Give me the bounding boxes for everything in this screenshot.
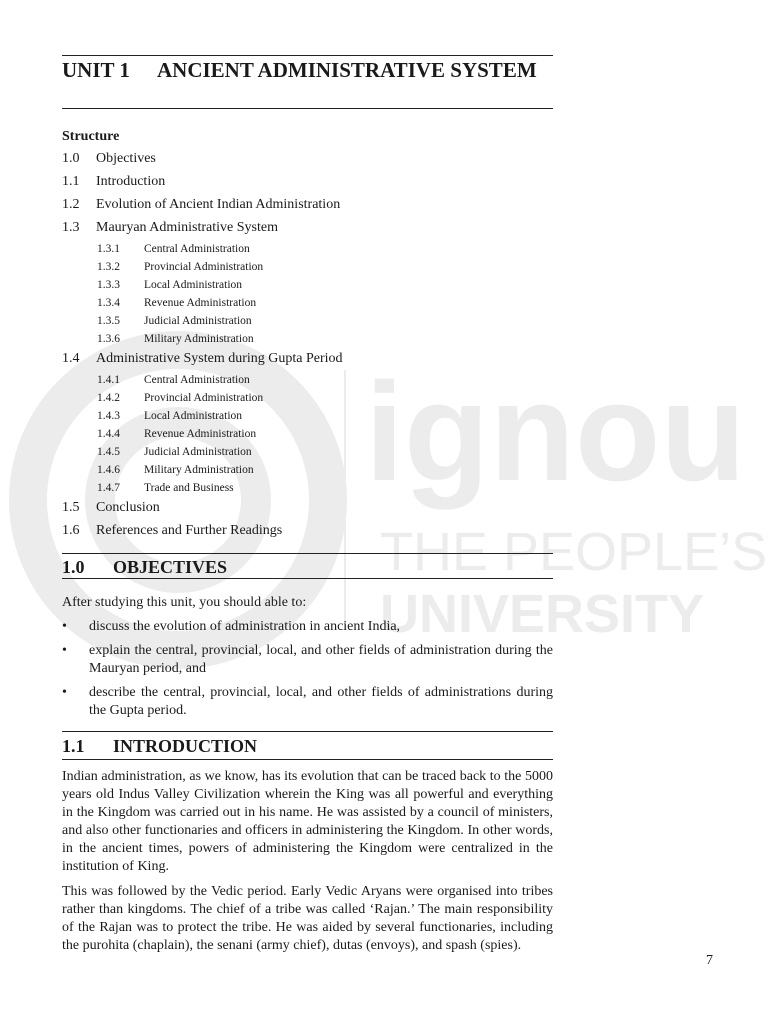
toc-item-label: Local Administration xyxy=(144,279,243,291)
title-bottom-rule xyxy=(62,108,553,109)
toc-item-number: 1.1 xyxy=(62,174,80,189)
toc-item-number: 1.4.7 xyxy=(97,482,120,494)
watermark-brand: ignou xyxy=(365,353,746,510)
watermark-line2: UNIVERSITY xyxy=(380,584,705,644)
toc-item-label: References and Further Readings xyxy=(96,523,283,538)
toc-item xyxy=(62,373,553,391)
toc-item-label: Evolution of Ancient Indian Administration xyxy=(96,197,341,212)
objectives-number: 1.0 xyxy=(62,557,85,577)
toc-item-number: 1.4.2 xyxy=(97,392,120,404)
objective-text: discuss the evolution of administration in ancient India, xyxy=(89,619,401,634)
introduction-title: INTRODUCTION xyxy=(113,736,258,756)
toc-item-number: 1.3.5 xyxy=(97,315,120,327)
introduction-paragraph-2: This was followed by the Vedic period. Early Vedic Aryans were organised into tribes rather than kingdoms. The chief of a tribe was called ‘Rajan.’ The main responsibility of the Rajan was to protect the tribe. He was aided by several functionaries, including the purohita (chaplain), the senani (army chief), dutas (envoys), and spash (spies). xyxy=(62,884,553,953)
toc-item-number: 1.3 xyxy=(62,220,80,235)
introduction-number: 1.1 xyxy=(62,736,85,756)
toc-item xyxy=(62,196,553,219)
toc-item-number: 1.4.3 xyxy=(97,410,120,422)
toc-item-number: 1.4.4 xyxy=(97,428,120,440)
toc-item-number: 1.3.6 xyxy=(97,333,120,345)
toc-item xyxy=(62,332,553,350)
objectives-title: OBJECTIVES xyxy=(113,557,228,577)
bullet-icon: • xyxy=(62,619,67,634)
objective-bullet xyxy=(62,642,553,678)
toc-item xyxy=(62,522,553,545)
toc-item xyxy=(62,499,553,522)
title-top-rule xyxy=(62,55,553,56)
toc-item-label: Local Administration xyxy=(144,410,243,422)
objectives-bottom-rule xyxy=(62,578,553,579)
toc-item-number: 1.3.3 xyxy=(97,279,120,291)
toc-item-label: Central Administration xyxy=(144,374,250,386)
toc-item-number: 1.6 xyxy=(62,523,80,538)
toc-item xyxy=(62,314,553,332)
bullet-icon: • xyxy=(62,685,67,700)
objective-bullet xyxy=(62,618,553,636)
toc-item-label: Judicial Administration xyxy=(144,315,252,327)
objective-text: explain the central, provincial, local, and other fields of administration during the Mauryan period, and xyxy=(89,643,553,676)
toc-item xyxy=(62,278,553,296)
page-number: 7 xyxy=(706,953,713,968)
unit-title-text: ANCIENT ADMINISTRATIVE SYSTEM xyxy=(157,58,537,82)
toc-item xyxy=(62,173,553,196)
toc-item-label: Military Administration xyxy=(144,333,254,345)
bullet-icon: • xyxy=(62,643,67,658)
toc-item-number: 1.2 xyxy=(62,197,80,212)
toc-item-number: 1.0 xyxy=(62,151,80,166)
objectives-intro: After studying this unit, you should able to: xyxy=(62,595,307,610)
toc-item-label: Central Administration xyxy=(144,243,250,255)
structure-heading: Structure xyxy=(62,129,120,144)
toc-item-number: 1.5 xyxy=(62,500,80,515)
intro-top-rule xyxy=(62,731,553,732)
unit-number: UNIT 1 xyxy=(62,58,130,82)
toc-item xyxy=(62,463,553,481)
toc-item-label: Introduction xyxy=(96,174,166,189)
toc-item-label: Objectives xyxy=(96,151,156,166)
toc-item-label: Revenue Administration xyxy=(144,297,257,309)
introduction-paragraph-1: Indian administration, as we know, has its evolution that can be traced back to the 5000 years old Indus Valley Civilization wherein the King was all powerful and everything in the Kingdom was carried out in his name. He was assisted by a council of ministers, and also other functionaries and officers in administering the Kingdom. In other words, in the ancient times, powers of administering the Kingdom were centralized in the institution of King. xyxy=(62,769,553,874)
toc-item-label: Conclusion xyxy=(96,500,160,515)
objective-bullet xyxy=(62,684,553,720)
toc-item-label: Administrative System during Gupta Period xyxy=(96,351,343,366)
toc-item xyxy=(62,296,553,314)
toc-item-label: Military Administration xyxy=(144,464,254,476)
intro-bottom-rule xyxy=(62,759,553,760)
toc-item-number: 1.4.1 xyxy=(97,374,120,386)
toc-item-number: 1.3.2 xyxy=(97,261,120,273)
toc-item xyxy=(62,409,553,427)
toc-item xyxy=(62,391,553,409)
toc-item xyxy=(62,260,553,278)
watermark-line1: THE PEOPLE’S xyxy=(380,522,768,582)
objectives-list xyxy=(62,618,553,720)
toc-item-number: 1.4.5 xyxy=(97,446,120,458)
toc-item xyxy=(62,427,553,445)
toc-item-label: Judicial Administration xyxy=(144,446,252,458)
toc-item-label: Provincial Administration xyxy=(144,392,264,404)
toc-item-label: Trade and Business xyxy=(144,482,234,494)
toc-item-number: 1.4.6 xyxy=(97,464,120,476)
objectives-top-rule xyxy=(62,553,553,554)
toc-item xyxy=(62,445,553,463)
toc-item-label: Provincial Administration xyxy=(144,261,264,273)
toc-item xyxy=(62,481,553,499)
table-of-contents xyxy=(62,150,553,545)
toc-item xyxy=(62,150,553,173)
toc-item xyxy=(62,219,553,242)
toc-item-label: Mauryan Administrative System xyxy=(96,220,278,235)
toc-item-number: 1.3.1 xyxy=(97,243,120,255)
objective-text: describe the central, provincial, local, and other fields of administrations during the Gupta period. xyxy=(89,685,553,718)
toc-item xyxy=(62,242,553,260)
toc-item-number: 1.4 xyxy=(62,351,80,366)
toc-item xyxy=(62,350,553,373)
toc-item-number: 1.3.4 xyxy=(97,297,120,309)
toc-item-label: Revenue Administration xyxy=(144,428,257,440)
